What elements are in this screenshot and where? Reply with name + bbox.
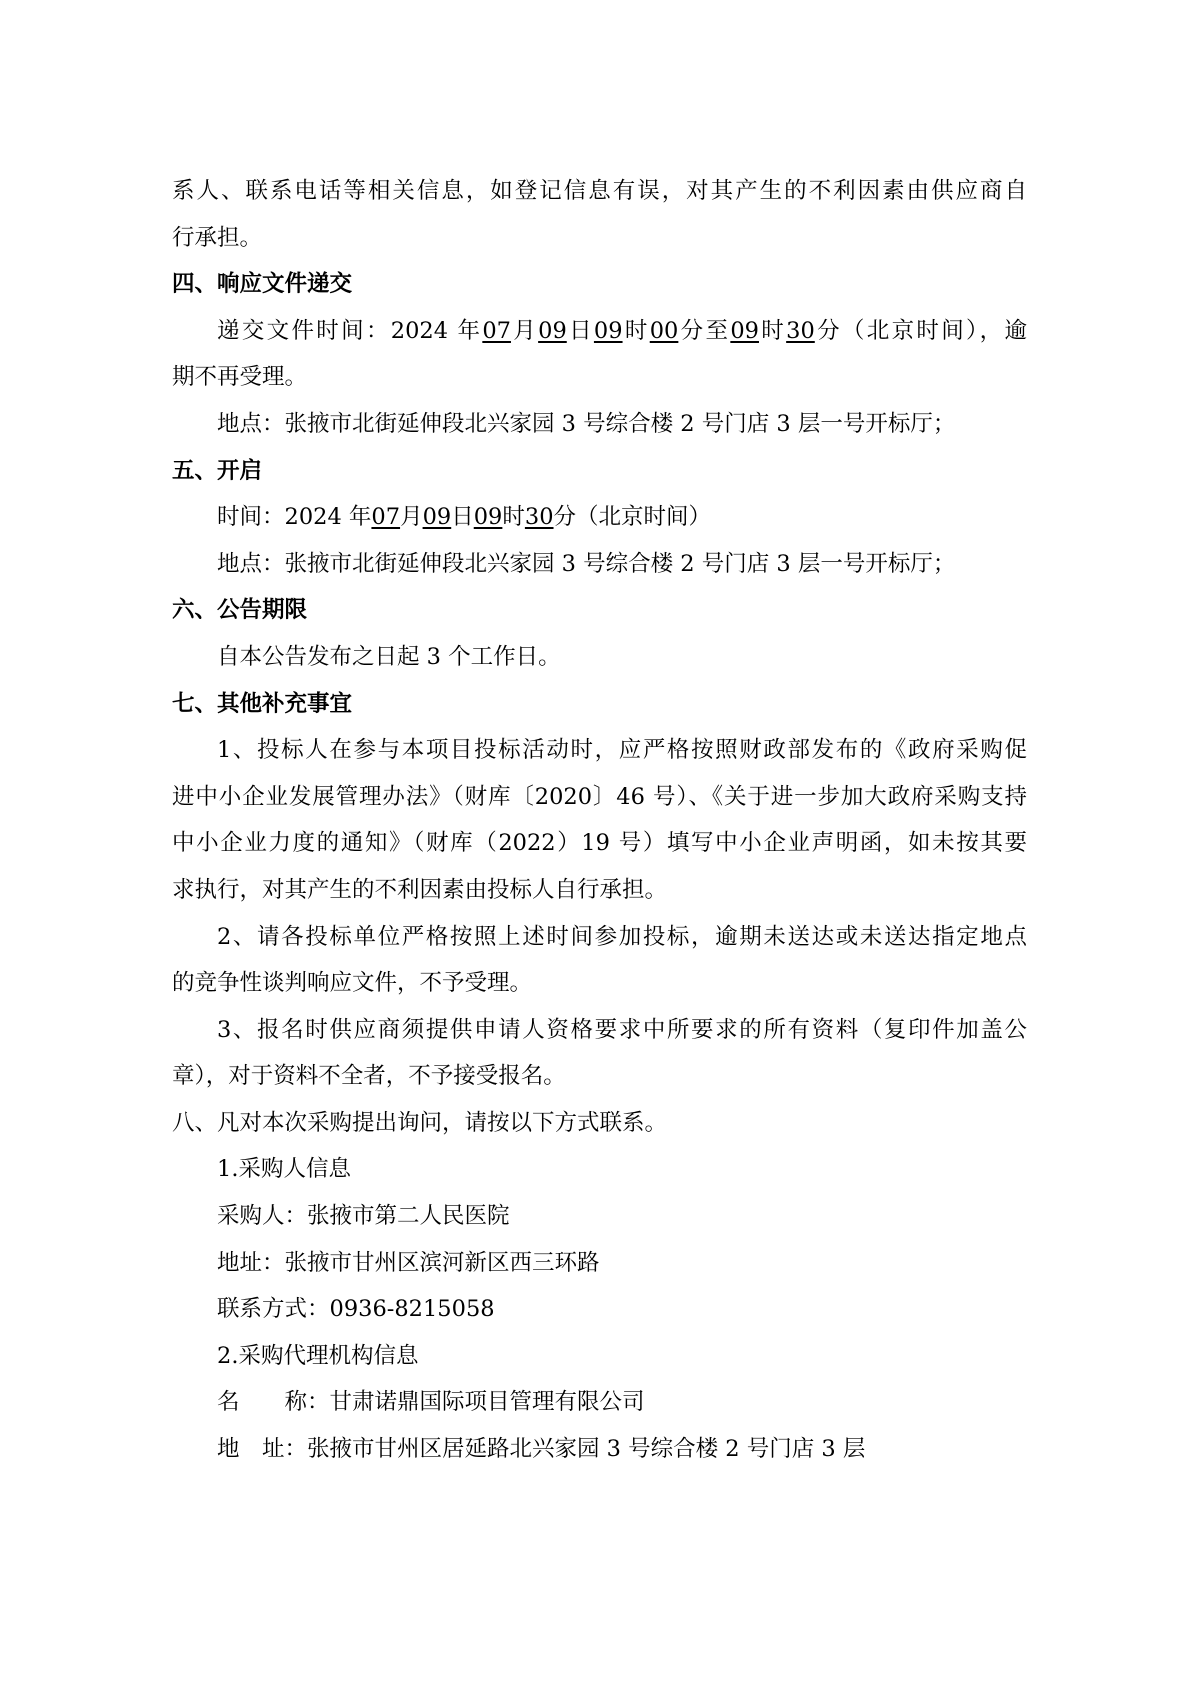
paragraph-line: 求执行，对其产生的不利因素由投标人自行承担。: [172, 876, 668, 903]
hour-value: 09: [473, 504, 503, 531]
paragraph-line: 的竞争性谈判响应文件，不予受理。: [172, 970, 533, 997]
purchaser-info-heading: 1.采购人信息: [217, 1156, 351, 1183]
month-value: 07: [371, 504, 401, 531]
paragraph-line: 行承担。: [172, 224, 263, 251]
section-heading-other-matters: 七、其他补充事宜: [172, 690, 353, 717]
paragraph-line: 2、请各投标单位严格按照上述时间参加投标，逾期未送达或未送达指定地点: [217, 923, 1027, 950]
section-heading-notice-period: 六、公告期限: [172, 597, 308, 624]
day-value: 09: [538, 317, 567, 344]
submission-location-line: 地点：张掖市北街延伸段北兴家园 3 号综合楼 2 号门店 3 层一号开标厅；: [217, 410, 956, 437]
purchaser-address-line: 地址：张掖市甘州区滨河新区西三环路: [217, 1249, 600, 1276]
section-heading-opening: 五、开启: [172, 457, 263, 484]
opening-location-line: 地点：张掖市北街延伸段北兴家园 3 号综合楼 2 号门店 3 层一号开标厅；: [217, 550, 956, 577]
opening-time-line: 时间：2024 年07月09日09时30分（北京时间）: [217, 504, 712, 531]
paragraph-line: 章），对于资料不全者，不予接受报名。: [172, 1063, 566, 1090]
agency-address-value: 张掖市甘州区居延路北兴家园 3 号综合楼 2 号门店 3 层: [307, 1436, 866, 1463]
hour-value: 09: [593, 317, 623, 344]
minute-value: 00: [649, 317, 679, 344]
submission-time-line: 递交文件时间：2024 年07月09日09时00分至09时30分（北京时间），逾: [217, 317, 1027, 344]
agency-info-heading: 2.采购代理机构信息: [217, 1342, 419, 1369]
end-hour-value: 09: [730, 317, 759, 344]
month-value: 07: [482, 317, 511, 344]
paragraph-line: 自本公告发布之日起 3 个工作日。: [217, 643, 561, 670]
paragraph-line: 1、投标人在参与本项目投标活动时，应严格按照财政部发布的《政府采购促: [217, 737, 1027, 764]
document-body: [172, 168, 1027, 1473]
agency-name-label: 名 称：: [217, 1389, 330, 1416]
agency-name-value: 甘肃诺鼎国际项目管理有限公司: [329, 1389, 645, 1416]
section-heading-submission: 四、响应文件递交: [172, 271, 353, 298]
agency-name-line: [172, 1379, 1027, 1426]
minute-value: 30: [524, 504, 554, 531]
agency-address-line: [172, 1426, 1027, 1473]
paragraph-line: 系人、联系电话等相关信息，如登记信息有误，对其产生的不利因素由供应商自: [172, 178, 1027, 204]
paragraph-line: 3、报名时供应商须提供申请人资格要求中所要求的所有资料（复印件加盖公: [217, 1016, 1027, 1043]
purchaser-name-line: 采购人：张掖市第二人民医院: [217, 1203, 510, 1230]
paragraph-line: 进中小企业发展管理办法》（财库〔2020〕46 号）、《关于进一步加大政府采购支持: [172, 783, 1027, 810]
end-minute-value: 30: [786, 317, 815, 344]
purchaser-contact-line: 联系方式：0936-8215058: [217, 1296, 495, 1323]
paragraph-line: 中小企业力度的通知》（财库（2022）19 号）填写中小企业声明函，如未按其要: [172, 830, 1027, 857]
day-value: 09: [422, 504, 452, 531]
agency-address-label: 地 址：: [217, 1436, 308, 1463]
section-heading-contact: 八、凡对本次采购提出询问，请按以下方式联系。: [172, 1109, 668, 1136]
paragraph-line: 期不再受理。: [172, 364, 308, 391]
